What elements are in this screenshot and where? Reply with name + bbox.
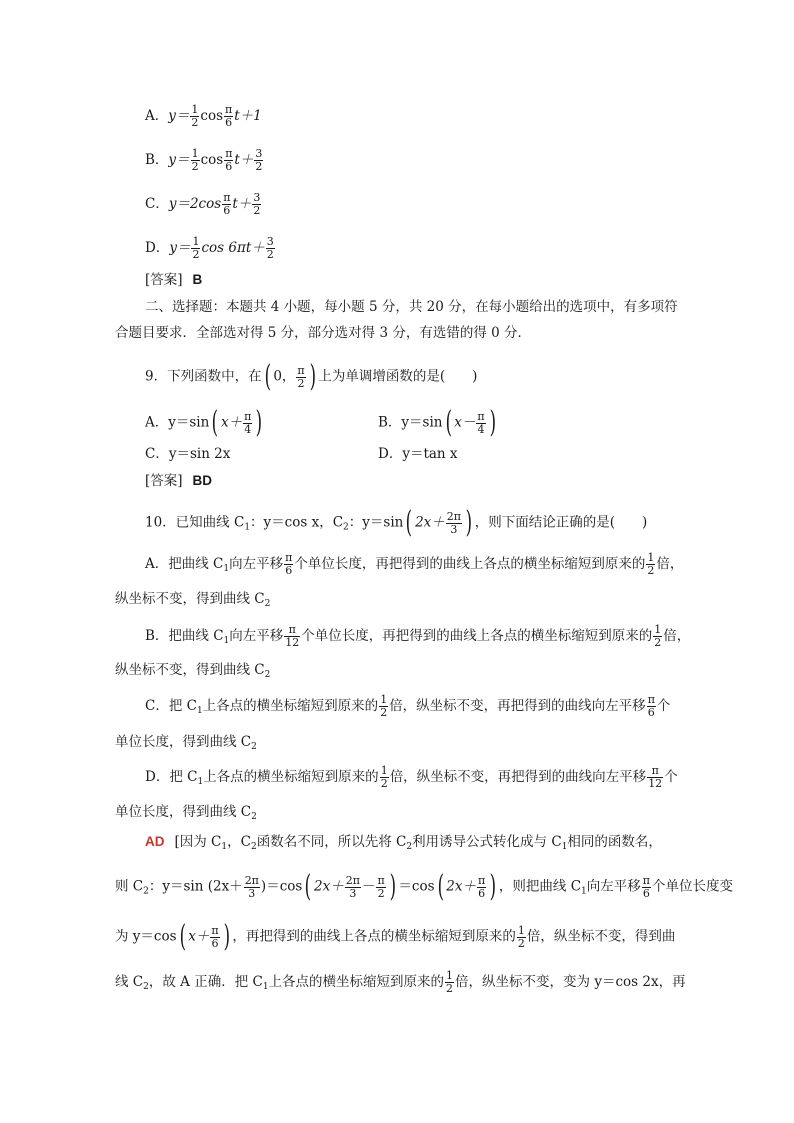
q9-option-c: C．y＝sin 2x <box>145 446 231 462</box>
q8-answer: [答案] B <box>145 272 203 288</box>
section-instructions: 合题目要求．全部选对得 5 分，部分选对得 3 分，有选错的得 0 分． <box>115 325 532 341</box>
section-heading: 二、选择题：本题共 4 小题，每小题 5 分，共 20 分，在每小题给出的选项中，有多项符 <box>145 299 678 315</box>
q8-option-c: C．y＝2cos $\frac{\pi}{6}$ t＋ $\frac{3}{2}$ <box>145 191 261 217</box>
solution-line-3: 为 y＝cos( x＋ $\frac{\pi}{6}$ ) ，再把得到的曲线上各点的横坐标缩短到原来的 $\frac{1}{2}$ 倍，纵坐标不变，得到曲 <box>115 919 676 954</box>
q10-option-b: B．把曲线 $C_1$向左平移 $\frac{\pi}{12}$ 个单位长度，再把得到的曲线上各点的横坐标缩短到原来的 $\frac{1}{2}$ 倍， <box>145 623 691 649</box>
q8-option-a: A．y＝ $\frac{1}{2}$ cos $\frac{\pi}{6}$ t＋1 <box>145 103 262 129</box>
q10-option-d-cont: 单位长度，得到曲线 $C_2$ <box>115 804 257 822</box>
q10-option-d: D．把 $C_1$上各点的横坐标缩短到原来的 $\frac{1}{2}$ 倍，纵坐标不变，再把得到的曲线向左平移 $\frac{\pi}{12}$ 个 <box>145 764 678 790</box>
q10-option-a: A．把曲线 $C_1$向左平移 $\frac{\pi}{6}$ 个单位长度，再把得到的曲线上各点的横坐标缩短到原来的 $\frac{1}{2}$ 倍， <box>145 551 684 577</box>
q9-option-b: B．y＝sin( x－ $\frac{\pi}{4}$ ) <box>378 405 496 440</box>
q9-option-d: D．y＝tan x <box>378 446 458 462</box>
q8-option-d: D．y＝ $\frac{1}{2}$ cos 6πt＋ $\frac{3}{2}$ <box>145 235 274 261</box>
q8-option-b: B．y＝ $\frac{1}{2}$ cos $\frac{\pi}{6}$ t＋ $\frac{3}{2}$ <box>145 147 263 173</box>
q9-option-a: A．y＝sin( x＋ $\frac{\pi}{4}$ ) <box>145 405 263 440</box>
q9-stem: 9．下列函数中，在( 0， $\frac{\pi}{2}$ ) 上为单调增函数的是( ) <box>145 359 478 394</box>
q10-option-b-cont: 纵坐标不变，得到曲线 $C_2$ <box>115 662 271 680</box>
q10-option-c: C．把 $C_1$上各点的横坐标缩短到原来的 $\frac{1}{2}$ 倍，纵坐标不变，再把得到的曲线向左平移 $\frac{\pi}{6}$ 个 <box>145 693 671 719</box>
solution-line-2: 则 $C_2$：y＝sin (2x＋ $\frac{2\pi}{3}$ )＝cos( 2x＋ $\frac{2\pi}{3}$ － $\frac{\pi}{2}$ ) ＝cos( 2x＋ $\frac{\pi}{6}$ ) ，则把曲线 $C_1$向左平移 $\frac{\pi}{6}$ 个单位长度变 <box>115 869 734 904</box>
solution-line-4: 线 $C_2$，故 A 正确．把 $C_1$上各点的横坐标缩短到原来的 $\frac{1}{2}$ 倍，纵坐标不变，变为 y＝cos 2x，再 <box>115 969 686 995</box>
q10-option-a-cont: 纵坐标不变，得到曲线 $C_2$ <box>115 591 271 609</box>
solution-line-1: AD [因为 $C_1$，$C_2$函数名不同，所以先将 $C_2$利用诱导公式转化成与 $C_1$相同的函数名， <box>145 834 662 852</box>
q10-stem: 10．已知曲线 $C_1$：y＝cos x，$C_2$：y＝sin( 2x＋ $\frac{2\pi}{3}$ ) ，则下面结论正确的是( ) <box>145 505 648 540</box>
q9-answer: [答案] BD <box>145 473 213 489</box>
q10-option-c-cont: 单位长度，得到曲线 $C_2$ <box>115 734 257 752</box>
